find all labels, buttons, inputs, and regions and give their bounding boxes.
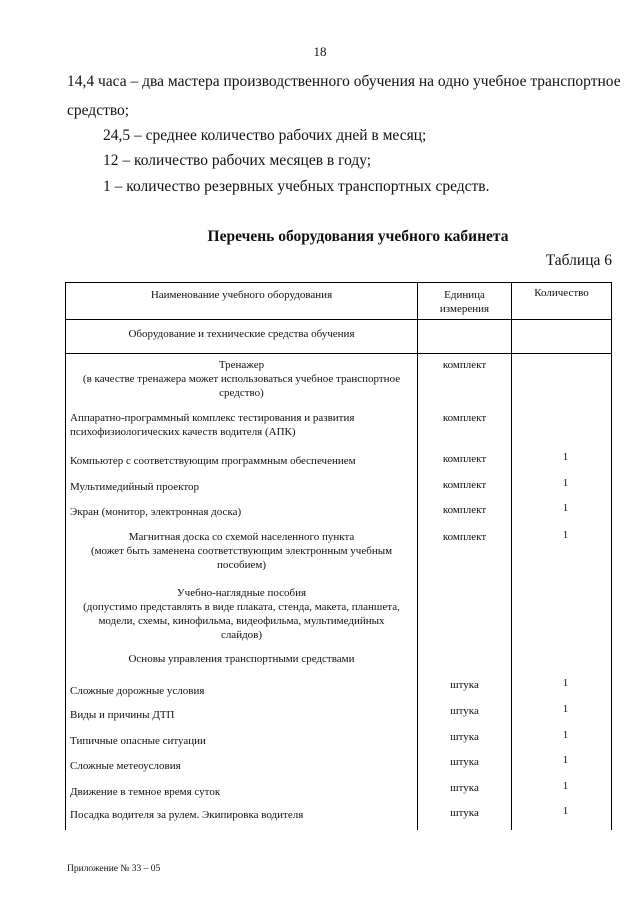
row-name: Движение в темное время суток <box>66 779 418 804</box>
row-name: Сложные метеоусловия <box>66 753 418 779</box>
row-unit: штука <box>418 728 512 753</box>
row-unit: комплект <box>418 450 512 476</box>
table-row <box>66 526 612 578</box>
table-header-row <box>66 283 612 320</box>
row-unit: комплект <box>418 354 512 411</box>
table-row <box>66 476 612 501</box>
row-qty <box>512 411 612 450</box>
table-section-row <box>66 320 612 354</box>
row-qty <box>512 648 612 676</box>
row-qty <box>512 354 612 411</box>
paragraph-instructors-cont: средство; <box>67 102 130 119</box>
row-qty: 1 <box>512 501 612 526</box>
row-name: Виды и причины ДТП <box>66 702 418 728</box>
row-name-line: (допустимо представлять в виде плаката, стенда, макета, планшета, <box>83 600 400 613</box>
row-unit: штука <box>418 753 512 779</box>
row-qty: 1 <box>512 779 612 804</box>
row-name-line: средство) <box>219 387 264 399</box>
row-unit <box>418 648 512 676</box>
section-qty-cell <box>512 320 612 354</box>
table-row <box>66 648 612 676</box>
paragraph-workdays: 24,5 – среднее количество рабочих дней в месяц; <box>103 127 427 144</box>
table-row <box>66 501 612 526</box>
row-unit: комплект <box>418 411 512 450</box>
row-unit: штука <box>418 702 512 728</box>
equipment-table <box>65 282 612 830</box>
row-qty: 1 <box>512 526 612 578</box>
section-title: Оборудование и технические средства обучения <box>66 320 418 354</box>
table-row <box>66 753 612 779</box>
row-unit: комплект <box>418 526 512 578</box>
paragraph-instructors: 14,4 часа – два мастера производственного обучения на одно учебное транспортное <box>67 73 621 90</box>
row-name-line: Магнитная доска со схемой населенного пункта <box>128 530 355 543</box>
row-unit: штука <box>418 804 512 830</box>
row-name: Компьютер с соответствующим программным обеспечением <box>66 450 418 476</box>
row-qty: 1 <box>512 728 612 753</box>
row-name: Посадка водителя за рулем. Экипировка водителя <box>66 804 418 830</box>
footer-annex-label: Приложение № 33 – 05 <box>67 864 161 874</box>
header-unit <box>418 283 512 320</box>
paragraph-months: 12 – количество рабочих месяцев в году; <box>103 152 372 169</box>
table-caption: Таблица 6 <box>545 252 612 269</box>
row-name-line: Тренажер <box>218 359 265 371</box>
row-unit: штука <box>418 779 512 804</box>
section-heading: Перечень оборудования учебного кабинета <box>207 228 509 245</box>
row-qty <box>512 578 612 648</box>
row-qty: 1 <box>512 476 612 501</box>
row-qty: 1 <box>512 702 612 728</box>
row-name <box>66 526 418 578</box>
row-name <box>66 354 418 411</box>
header-unit-line2: измерения <box>439 303 490 315</box>
row-qty: 1 <box>512 804 612 830</box>
table-row <box>66 411 612 450</box>
row-name <box>66 578 418 648</box>
row-name: Сложные дорожные условия <box>66 676 418 702</box>
row-unit: комплект <box>418 476 512 501</box>
row-name <box>66 411 418 450</box>
row-name: Типичные опасные ситуации <box>66 728 418 753</box>
table-row <box>66 676 612 702</box>
table-row <box>66 702 612 728</box>
table-row <box>66 450 612 476</box>
row-qty: 1 <box>512 450 612 476</box>
row-name-line: Учебно-наглядные пособия <box>176 586 307 599</box>
row-unit <box>418 578 512 648</box>
row-unit: комплект <box>418 501 512 526</box>
row-name-line: слайдов) <box>220 628 263 641</box>
section-unit-cell <box>418 320 512 354</box>
row-name-line: (в качестве тренажера может использоваться учебное транспортное <box>82 373 401 385</box>
table-row <box>66 578 612 648</box>
header-unit-line1: Единица <box>444 289 485 301</box>
row-qty: 1 <box>512 676 612 702</box>
header-quantity: Количество <box>512 283 612 320</box>
row-name-line: Аппаратно-программный комплекс тестирования и развития <box>70 411 355 424</box>
table-row <box>66 804 612 830</box>
row-unit: штука <box>418 676 512 702</box>
row-name: Мультимедийный проектор <box>66 476 418 501</box>
row-qty: 1 <box>512 753 612 779</box>
table-row <box>66 779 612 804</box>
table-row <box>66 354 612 411</box>
row-name-line: пособием) <box>216 558 267 571</box>
row-name: Экран (монитор, электронная доска) <box>66 501 418 526</box>
paragraph-reserve: 1 – количество резервных учебных транспортных средств. <box>103 178 490 195</box>
row-name-line: психофизиологических качеств водителя (АПК) <box>70 425 296 438</box>
page-number: 18 <box>313 44 327 59</box>
row-name-line: (может быть заменена соответствующим электронным учебным <box>90 544 393 557</box>
table-row <box>66 728 612 753</box>
row-name-line: модели, схемы, кинофильма, видеофильма, мультимедийных <box>98 614 385 627</box>
header-equipment-name: Наименование учебного оборудования <box>66 283 418 320</box>
row-name: Основы управления транспортными средствами <box>66 648 418 676</box>
